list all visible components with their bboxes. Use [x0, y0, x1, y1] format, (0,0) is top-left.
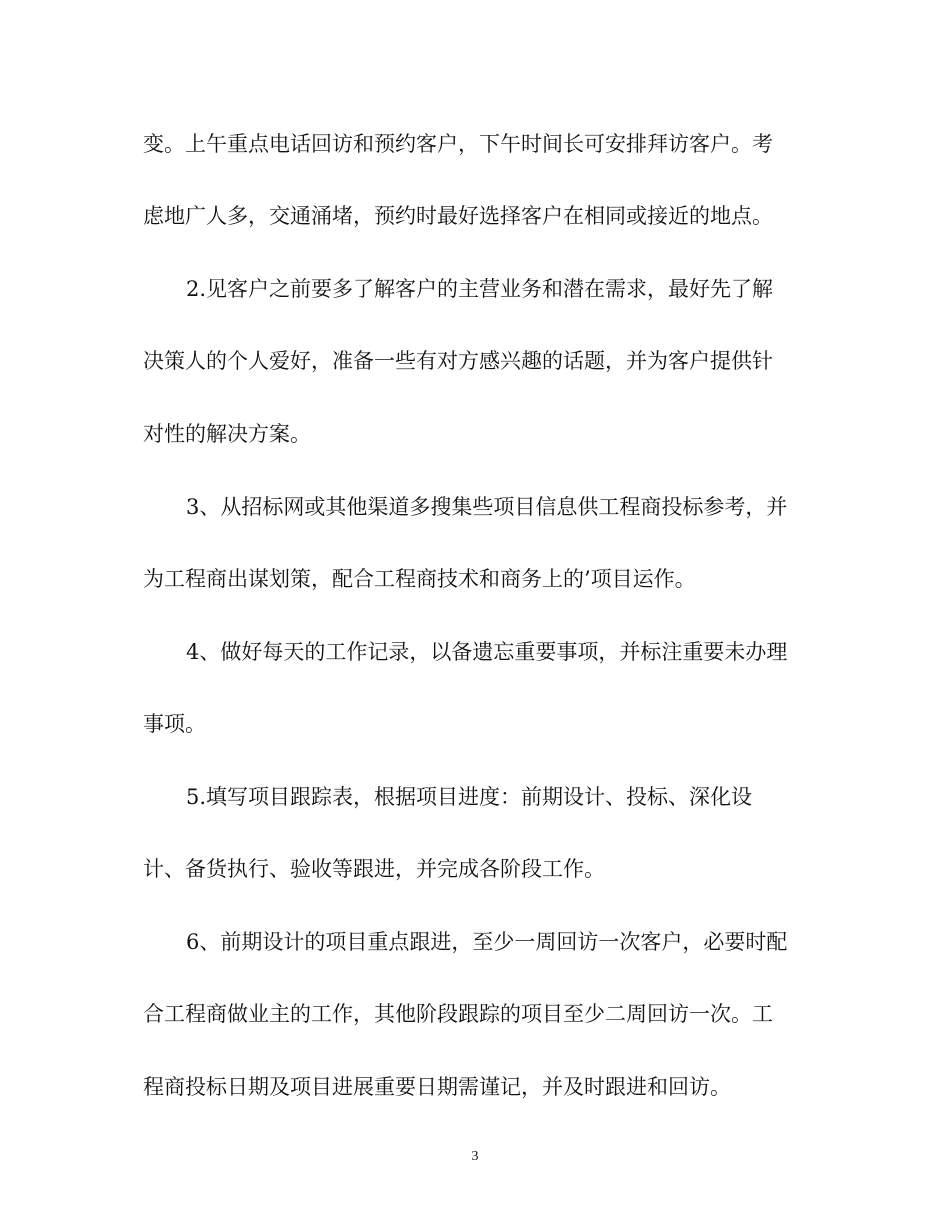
text-line: 为工程商出谋划策，配合工程商技术和商务上的’项目运作。 [143, 567, 696, 591]
text-line: 对性的解决方案。 [143, 422, 311, 446]
page-number: 3 [471, 1149, 479, 1164]
text-line: 合工程商做业主的工作，其他阶段跟踪的项目至少二周回访一次。工 [143, 1002, 773, 1026]
text-line: 虑地广人多，交通涌堵，预约时最好选择客户在相同或接近的地点。 [143, 204, 773, 228]
paragraph-start: 3、从招标网或其他渠道多搜集些项目信息供工程商投标参考，并 [186, 495, 788, 519]
text-line: 计、备货执行、验收等跟进，并完成各阶段工作。 [143, 857, 605, 881]
paragraph-start: 2.见客户之前要多了解客户的主营业务和潜在需求，最好先了解 [186, 277, 774, 301]
text-line: 程商投标日期及项目进展重要日期需谨记，并及时跟进和回访。 [143, 1075, 731, 1099]
paragraph-start: 5.填写项目跟踪表，根据项目进度：前期设计、投标、深化设 [186, 785, 753, 809]
paragraph-start: 4、做好每天的工作记录，以备遗忘重要事项，并标注重要未办理 [186, 640, 788, 664]
text-line: 决策人的个人爱好，准备一些有对方感兴趣的话题，并为客户提供针 [143, 349, 773, 373]
text-line: 事项。 [143, 712, 206, 736]
paragraph-start: 6、前期设计的项目重点跟进，至少一周回访一次客户，必要时配 [186, 930, 788, 954]
text-line: 变。上午重点电话回访和预约客户，下午时间长可安排拜访客户。考 [143, 132, 773, 156]
